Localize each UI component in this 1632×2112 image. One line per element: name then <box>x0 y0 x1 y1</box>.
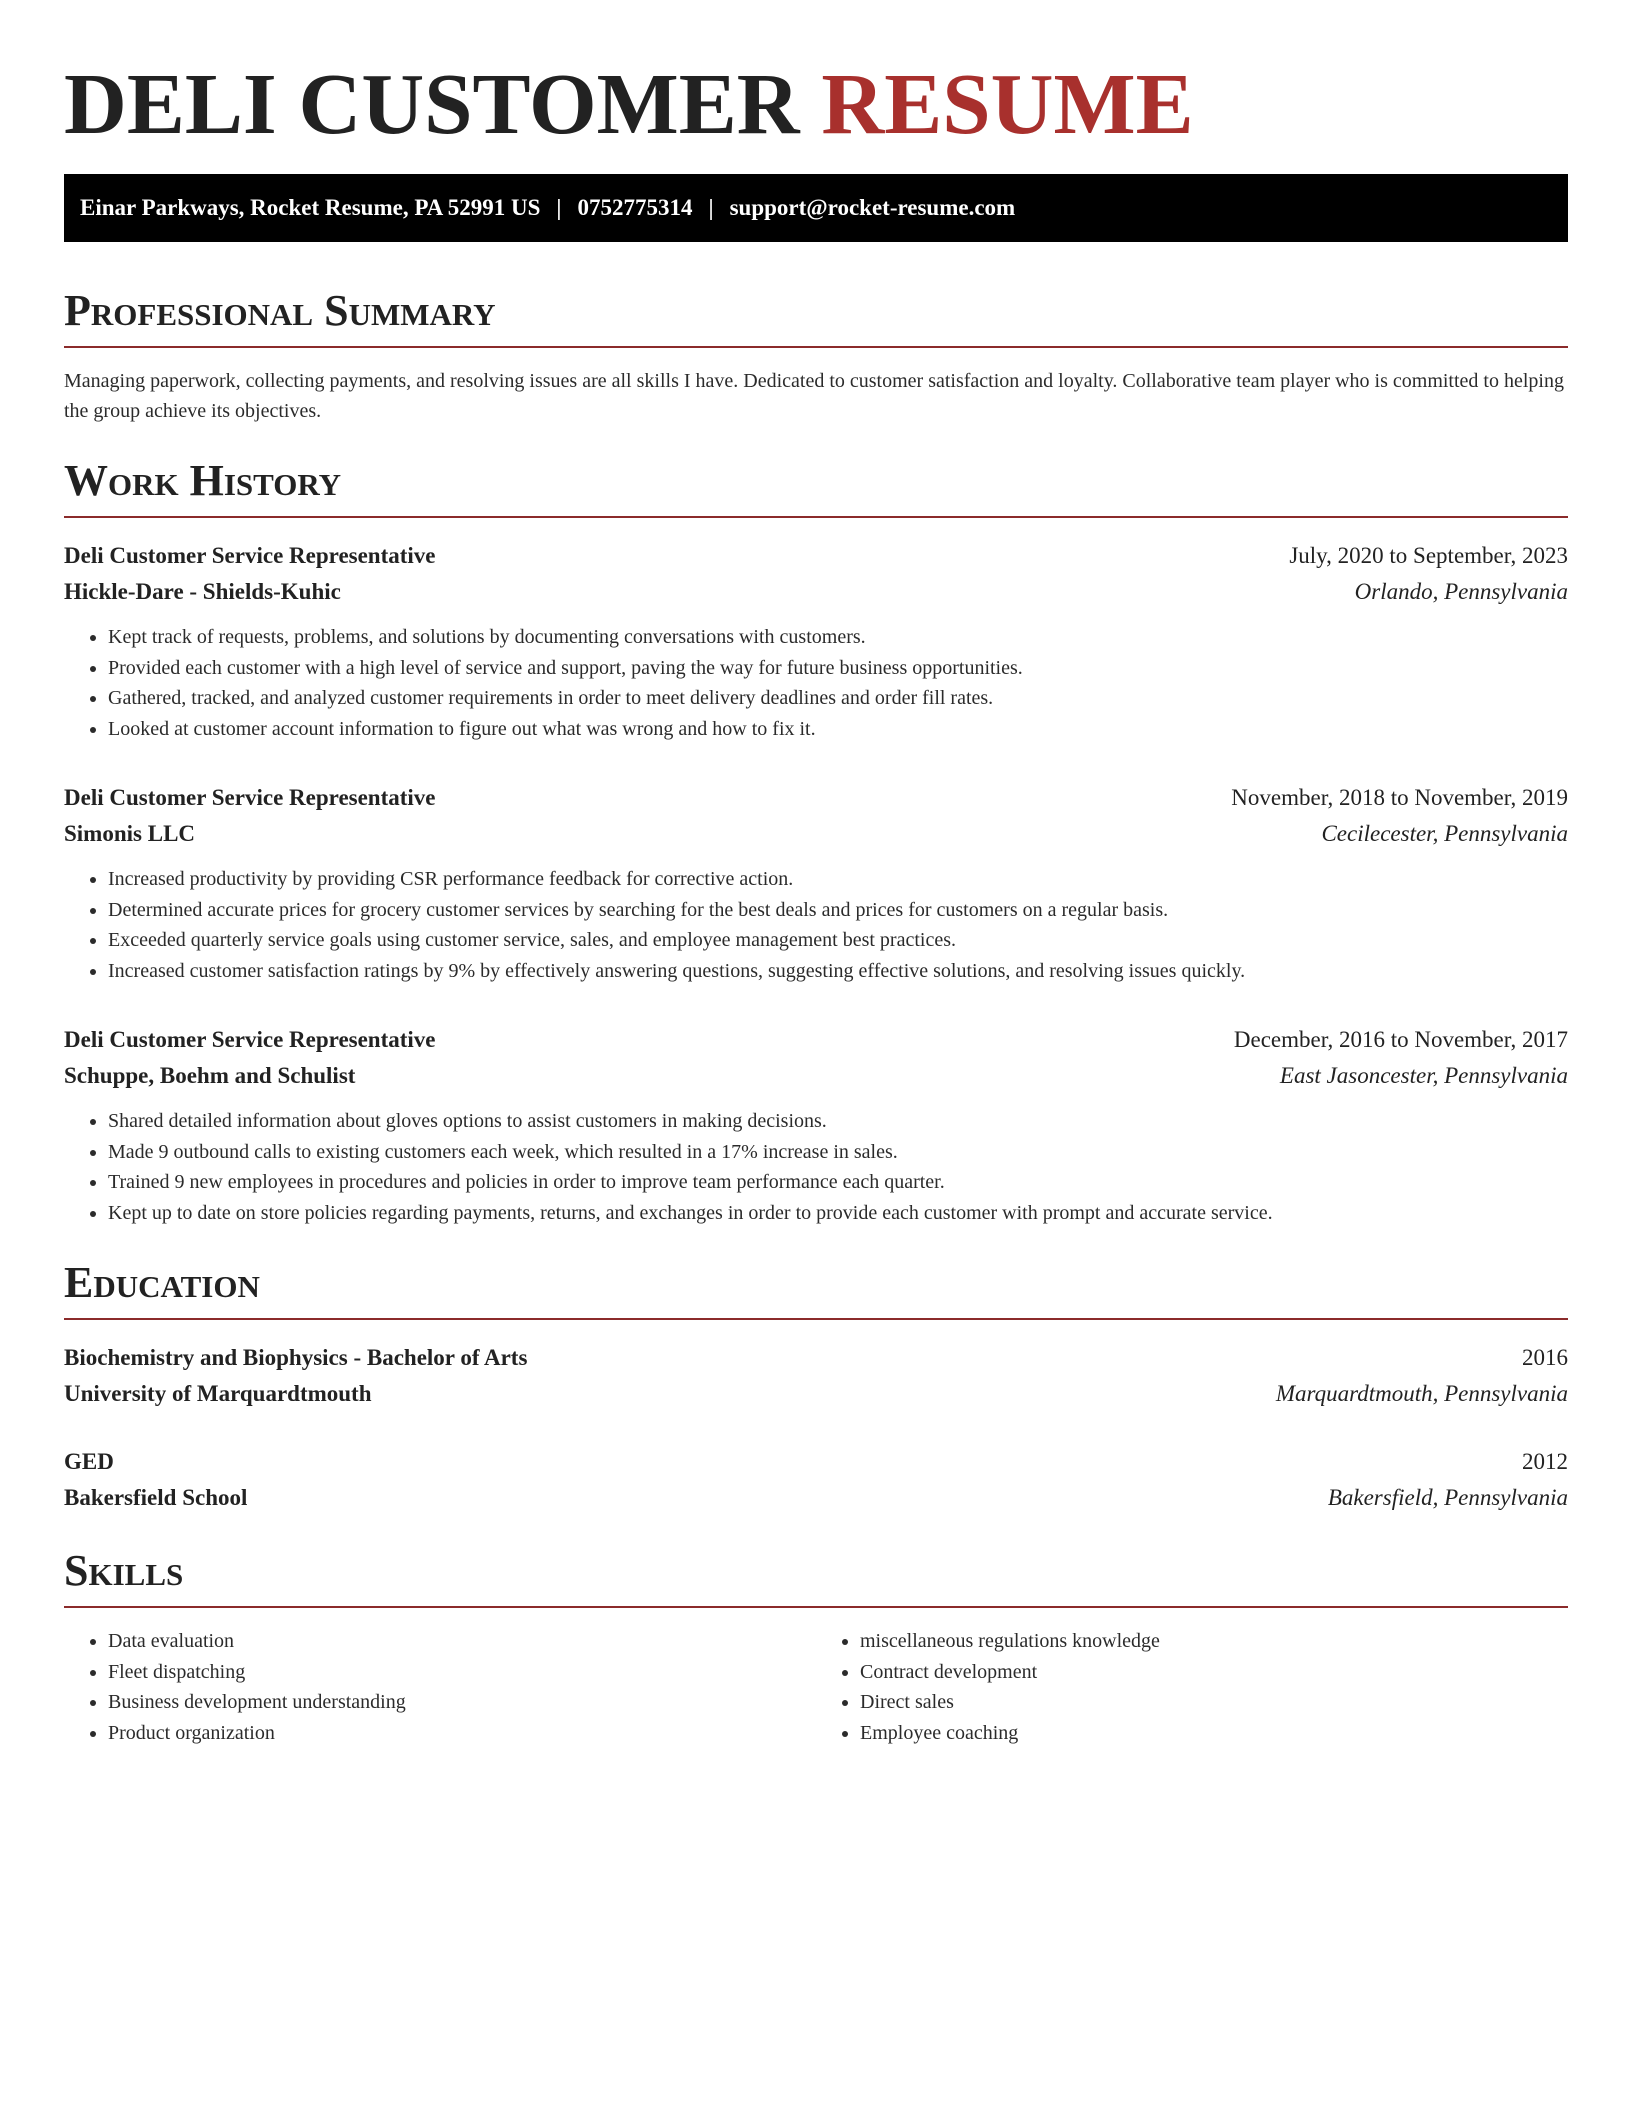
section-heading-education: Education <box>64 1258 1568 1320</box>
job-company: Hickle-Dare - Shields-Kuhic <box>64 579 341 604</box>
education-location: Bakersfield, Pennsylvania <box>1327 1485 1568 1510</box>
resume-title <box>64 0 1568 150</box>
section-heading-work: Work History <box>64 456 1568 518</box>
job-entry <box>64 1022 1568 1228</box>
job-bullets <box>64 622 1568 744</box>
contact-bar <box>64 174 1568 242</box>
education-year: 2016 <box>1522 1345 1568 1370</box>
bullet-item: • Made 9 outbound calls to existing customers each week, which resulted in a 17% increase in sales. <box>108 1137 1568 1168</box>
bullet-item: • Increased productivity by providing CSR performance feedback for corrective action. <box>108 864 1568 895</box>
bullet-item: • Trained 9 new employees in procedures and policies in order to improve team performance each quarter. <box>108 1167 1568 1198</box>
job-bullets <box>64 1106 1568 1228</box>
bullet-item: • Looked at customer account information to figure out what was wrong and how to fix it. <box>108 714 1568 745</box>
skills-column-left <box>64 1626 816 1748</box>
education-school: University of Marquardtmouth <box>64 1381 372 1406</box>
bullet-item: • Kept track of requests, problems, and solutions by documenting conversations with customers. <box>108 622 1568 653</box>
education-entry <box>64 1444 1568 1516</box>
contact-separator: | <box>708 195 714 220</box>
skills-section <box>64 1546 1568 1748</box>
education-year: 2012 <box>1522 1449 1568 1474</box>
professional-summary-section <box>64 286 1568 426</box>
skill-item: • miscellaneous regulations knowledge <box>860 1626 1568 1657</box>
title-main: DELI CUSTOMER <box>64 55 822 152</box>
contact-address: Einar Parkways, Rocket Resume, PA 52991 US <box>80 195 541 220</box>
contact-email: support@rocket-resume.com <box>729 195 1016 220</box>
skill-item: • Direct sales <box>860 1687 1568 1718</box>
job-entry <box>64 538 1568 744</box>
education-entry <box>64 1340 1568 1412</box>
skills-grid <box>64 1626 1568 1748</box>
job-title: Deli Customer Service Representative <box>64 785 436 810</box>
job-dates: July, 2020 to September, 2023 <box>1289 543 1568 568</box>
bullet-item: • Increased customer satisfaction ratings by 9% by effectively answering questions, suggesting effective solutions, and resolving issues quickly. <box>108 956 1568 987</box>
education-degree: Biochemistry and Biophysics - Bachelor of Arts <box>64 1345 528 1370</box>
skill-item: • Product organization <box>108 1718 816 1749</box>
job-entry <box>64 780 1568 986</box>
job-company: Simonis LLC <box>64 821 196 846</box>
title-accent: RESUME <box>821 55 1194 152</box>
contact-separator: | <box>556 195 562 220</box>
bullet-item: • Exceeded quarterly service goals using customer service, sales, and employee management best practices. <box>108 925 1568 956</box>
job-location: Cecilecester, Pennsylvania <box>1321 821 1568 846</box>
bullet-item: • Shared detailed information about gloves options to assist customers in making decisions. <box>108 1106 1568 1137</box>
job-location: East Jasoncester, Pennsylvania <box>1279 1063 1568 1088</box>
skills-column-right <box>816 1626 1568 1748</box>
contact-phone: 0752775314 <box>577 195 693 220</box>
job-location: Orlando, Pennsylvania <box>1354 579 1568 604</box>
summary-text: Managing paperwork, collecting payments, and resolving issues are all skills I have. Dedicated to customer satisfaction and loyalty. Collaborative team player who is committed to helping the group achieve its objectives. <box>64 370 1564 422</box>
bullet-item: • Gathered, tracked, and analyzed customer requirements in order to meet delivery deadlines and order fill rates. <box>108 683 1568 714</box>
job-title: Deli Customer Service Representative <box>64 1027 436 1052</box>
education-degree: GED <box>64 1449 114 1474</box>
section-heading-summary: Professional Summary <box>64 286 1568 348</box>
skill-item: • Contract development <box>860 1657 1568 1688</box>
bullet-item: • Kept up to date on store policies regarding payments, returns, and exchanges in order to provide each customer with prompt and accurate service. <box>108 1198 1568 1229</box>
bullet-item: • Determined accurate prices for grocery customer services by searching for the best deals and prices for customers on a regular basis. <box>108 895 1568 926</box>
section-heading-skills: Skills <box>64 1546 1568 1608</box>
skill-item: • Data evaluation <box>108 1626 816 1657</box>
bullet-item: • Provided each customer with a high level of service and support, paving the way for future business opportunities. <box>108 653 1568 684</box>
job-company: Schuppe, Boehm and Schulist <box>64 1063 356 1088</box>
job-dates: November, 2018 to November, 2019 <box>1231 785 1568 810</box>
job-bullets <box>64 864 1568 986</box>
job-title: Deli Customer Service Representative <box>64 543 436 568</box>
skill-item: • Business development understanding <box>108 1687 816 1718</box>
education-school: Bakersfield School <box>64 1485 248 1510</box>
work-history-section <box>64 456 1568 1228</box>
skill-item: • Fleet dispatching <box>108 1657 816 1688</box>
job-dates: December, 2016 to November, 2017 <box>1233 1027 1568 1052</box>
education-section <box>64 1258 1568 1516</box>
education-location: Marquardtmouth, Pennsylvania <box>1275 1381 1568 1406</box>
skill-item: • Employee coaching <box>860 1718 1568 1749</box>
